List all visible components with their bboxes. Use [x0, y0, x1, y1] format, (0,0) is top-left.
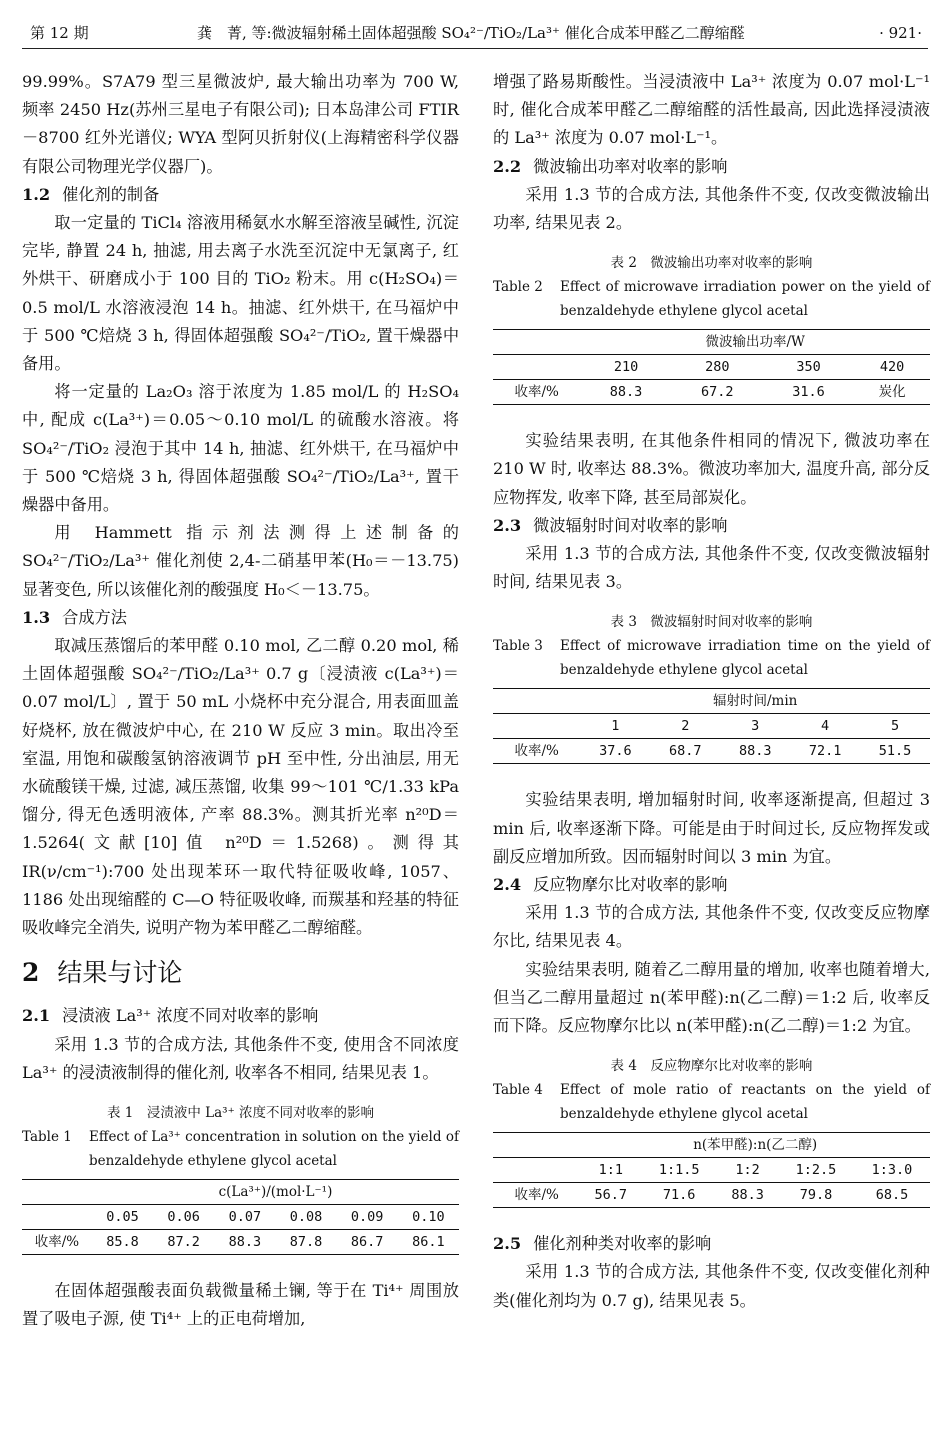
- paragraph: 采用 1.3 节的合成方法, 其他条件不变, 使用含不同浓度 La³⁺ 的浸渍液制得的催化剂, 收率各不相同, 结果见表 1。: [22, 1034, 459, 1082]
- right-column: [493, 68, 930, 1315]
- column-header: 420: [854, 355, 930, 380]
- column-header: 1: [580, 714, 650, 739]
- table-2: [493, 329, 930, 405]
- column-header: 1:2: [717, 1158, 778, 1183]
- table-4-caption: [493, 1054, 930, 1126]
- section-number: 2.5: [493, 1234, 522, 1254]
- paragraph: 取一定量的 TiCl₄ 溶液用稀氨水水解至溶液呈碱性, 沉淀完毕, 静置 24 h, 抽滤, 用去离子水洗至沉淀中无氯离子, 红外烘干、研磨成小于 100 目的 TiO₂ 粉末。用 c(H₂SO₄)＝0.5 mol/L 水溶液浸泡 14 h。抽滤、红外烘干, 在马福炉中于 500 ℃焙烧 3 h, 得固体超强酸 SO₄²⁻/TiO₂, 置干燥器中备用。: [22, 213, 459, 374]
- section-title: 催化剂种类对收率的影响: [533, 1234, 712, 1254]
- page-number: · 921·: [879, 24, 922, 42]
- section-number: 2.3: [493, 515, 522, 535]
- spacer: [493, 415, 930, 427]
- caption-en-text: Effect of microwave irradiation time on the yield of benzaldehyde ethylene glycol acetal: [560, 638, 930, 679]
- paragraph-continued: 增强了路易斯酸性。当浸渍液中 La³⁺ 浓度为 0.07 mol·L⁻¹ 时, 催化合成苯甲醛乙二醇缩醛的活性最高, 因此选择浸渍液的 La³⁺ 浓度为 0.07 mol·L⁻¹。: [493, 72, 930, 148]
- caption-en: [493, 1078, 930, 1126]
- column-header: 0.05: [92, 1204, 153, 1229]
- row-label: 收率/%: [493, 1183, 580, 1208]
- table-corner: [493, 355, 580, 380]
- section-number: 2: [22, 958, 40, 988]
- paragraph: 实验结果表明, 增加辐射时间, 收率逐渐提高, 但超过 3 min 后, 收率逐渐下降。可能是由于时间过长, 反应物挥发或副反应增加所致。因而辐射时间以 3 min 为宜。: [493, 790, 930, 866]
- caption-en-label: Table 1: [22, 1128, 72, 1145]
- section-title: 浸渍液 La³⁺ 浓度不同对收率的影响: [62, 1006, 319, 1026]
- column-header: 5: [860, 714, 930, 739]
- table-cell: 71.6: [641, 1183, 717, 1208]
- table-cell: 88.3: [214, 1229, 275, 1254]
- section-number: 1.3: [22, 607, 51, 627]
- paragraph: 在固体超强酸表面负载微量稀土镧, 等于在 Ti⁴⁺ 周围放置了吸电子源, 使 Ti⁴⁺ 上的正电荷增加,: [22, 1280, 459, 1329]
- column-header: 1:1.5: [641, 1158, 717, 1183]
- table-header: 辐射时间/min: [580, 689, 930, 714]
- section-title: 催化剂的制备: [62, 184, 160, 204]
- table-corner: [493, 1133, 580, 1158]
- section-number: 1.2: [22, 184, 51, 204]
- caption-en: [493, 275, 930, 323]
- running-header: [22, 18, 928, 49]
- table-cell: 88.3: [717, 1183, 778, 1208]
- table-corner: [493, 714, 580, 739]
- column-header: 1:3.0: [854, 1158, 930, 1183]
- caption-en-text: Effect of La³⁺ concentration in solution on the yield of benzaldehyde ethylene glycol acetal: [89, 1128, 459, 1169]
- caption-en: [22, 1125, 459, 1173]
- caption-en-text: Effect of microwave irradiation power on the yield of benzaldehyde ethylene glycol acetal: [560, 279, 930, 320]
- row-label: 收率/%: [493, 380, 580, 405]
- table-cell: 51.5: [860, 739, 930, 764]
- section-heading-2: [22, 950, 459, 996]
- column-header: 4: [790, 714, 860, 739]
- table-cell: 67.2: [672, 380, 763, 405]
- section-heading-2-5: [493, 1230, 930, 1258]
- table-corner: [493, 1158, 580, 1183]
- column-header: 0.06: [153, 1204, 214, 1229]
- table-cell: 68.5: [854, 1183, 930, 1208]
- table-cell: 炭化: [854, 380, 930, 405]
- column-header: 0.09: [337, 1204, 398, 1229]
- paragraph: 用 Hammett 指示剂法测得上述制备的 SO₄²⁻/TiO₂/La³⁺ 催化剂使 2,4-二硝基甲苯(H₀＝－13.75)显著变色, 所以该催化剂的酸强度 H₀＜－13.75。: [22, 523, 459, 599]
- caption-en-label: Table 3: [493, 638, 543, 655]
- spacer: [493, 1218, 930, 1230]
- table-cell: 79.8: [778, 1183, 854, 1208]
- section-number: 2.4: [493, 875, 522, 895]
- column-header: 210: [580, 355, 671, 380]
- table-cell: 31.6: [763, 380, 854, 405]
- paragraph: 采用 1.3 节的合成方法, 其他条件不变, 仅改变微波输出功率, 结果见表 2。: [493, 184, 930, 233]
- table-4: [493, 1132, 930, 1208]
- table-cell: 87.8: [275, 1229, 336, 1254]
- section-title: 结果与讨论: [57, 958, 183, 988]
- caption-en-label: Table 4: [493, 1082, 543, 1099]
- section-heading-2-2: [493, 153, 930, 181]
- caption-en-label: Table 2: [493, 279, 543, 296]
- paragraph: 采用 1.3 节的合成方法, 其他条件不变, 仅改变微波辐射时间, 结果见表 3。: [493, 544, 930, 592]
- paragraph: 采用 1.3 节的合成方法, 其他条件不变, 仅改变催化剂种类(催化剂均为 0.7 g), 结果见表 5。: [493, 1262, 930, 1310]
- table-header: n(苯甲醛):n(乙二醇): [580, 1133, 930, 1158]
- left-column: [22, 68, 459, 1333]
- table-cell: 85.8: [92, 1229, 153, 1254]
- section-heading-1-2: [22, 181, 459, 209]
- table-2-caption: [493, 251, 930, 323]
- table-cell: 88.3: [580, 380, 671, 405]
- table-corner: [493, 689, 580, 714]
- issue-number: 第 12 期: [30, 24, 89, 42]
- table-cell: 68.7: [650, 739, 720, 764]
- column-header: 1:1: [580, 1158, 641, 1183]
- table-row: [493, 1183, 930, 1208]
- table-cell: 86.1: [398, 1229, 459, 1254]
- paragraph: 将一定量的 La₂O₃ 溶于浓度为 1.85 mol/L 的 H₂SO₄ 中, 配成 c(La³⁺)＝0.05～0.10 mol/L 的硫酸水溶液。将 SO₄²⁻/TiO₂ 浸泡于其中 14 h, 抽滤、红外烘干, 在马福炉中于 500 ℃焙烧 3 h, 得固体超强酸 SO₄²⁻/TiO₂/La³⁺, 置干燥器中备用。: [22, 382, 459, 515]
- column-header: 0.07: [214, 1204, 275, 1229]
- paragraph: 实验结果表明, 随着乙二醇用量的增加, 收率也随着增大, 但当乙二醇用量超过 n(苯甲醛):n(乙二醇)＝1:2 后, 收率反而下降。反应物摩尔比以 n(苯甲醛):n(乙二醇)＝1:2 为宜。: [493, 959, 930, 1036]
- table-cell: 72.1: [790, 739, 860, 764]
- table-cell: 87.2: [153, 1229, 214, 1254]
- column-header: 3: [720, 714, 790, 739]
- section-heading-2-4: [493, 871, 930, 899]
- caption-en-text: Effect of mole ratio of reactants on the yield of benzaldehyde ethylene glycol acetal: [560, 1082, 930, 1123]
- caption-zh: 表 4 反应物摩尔比对收率的影响: [610, 1058, 813, 1075]
- caption-en: [493, 634, 930, 682]
- section-number: 2.1: [22, 1006, 51, 1026]
- section-heading-2-3: [493, 512, 930, 540]
- table-header: 微波输出功率/W: [580, 330, 930, 355]
- section-title: 反应物摩尔比对收率的影响: [533, 875, 728, 895]
- spacer: [22, 1265, 459, 1277]
- table-1: [22, 1179, 459, 1255]
- column-header: 280: [672, 355, 763, 380]
- table-row: [493, 739, 930, 764]
- section-title: 合成方法: [62, 607, 127, 627]
- section-title: 微波输出功率对收率的影响: [533, 156, 728, 176]
- section-heading-1-3: [22, 604, 459, 632]
- table-cell: 88.3: [720, 739, 790, 764]
- table-header: c(La³⁺)/(mol·L⁻¹): [92, 1179, 459, 1204]
- running-title: 龚 菁, 等:微波辐射稀土固体超强酸 SO₄²⁻/TiO₂/La³⁺ 催化合成苯甲醛乙二醇缩醛: [197, 24, 745, 42]
- table-corner: [493, 330, 580, 355]
- column-header: 350: [763, 355, 854, 380]
- paragraph: 采用 1.3 节的合成方法, 其他条件不变, 仅改变反应物摩尔比, 结果见表 4。: [493, 903, 930, 951]
- row-label: 收率/%: [493, 739, 580, 764]
- table-1-caption: [22, 1101, 459, 1173]
- table-cell: 37.6: [580, 739, 650, 764]
- table-cell: 56.7: [580, 1183, 641, 1208]
- paragraph: 取减压蒸馏后的苯甲醛 0.10 mol, 乙二醇 0.20 mol, 稀土固体超强酸 SO₄²⁻/TiO₂/La³⁺ 0.7 g〔浸渍液 c(La³⁺)＝0.07 mol/L〕, 置于 50 mL 小烧杯中充分混合, 用表面皿盖好烧杯, 放在微波炉中心, 在 210 W 反应 3 min。取出冷至室温, 用饱和碳酸氢钠溶液调节 pH 至中性, 分出油层, 用无水硫酸镁干燥, 过滤, 减压蒸馏, 收集 99～101 ℃/1.33 kPa 馏分, 得无色透明液体, 产率 88.3%。测其折光率 n²⁰D＝1.5264(文献[10]值 n²⁰D＝1.5268)。测得其 IR(ν/cm⁻¹):700 处出现苯环一取代特征吸收峰, 1057、1186 处出现缩醛的 C—O 特征吸收峰, 而羰基和羟基的特征吸收峰完全消失, 说明产物为苯甲醛乙二醇缩醛。: [22, 636, 459, 938]
- caption-zh: 表 1 浸渍液中 La³⁺ 浓度不同对收率的影响: [106, 1104, 374, 1121]
- table-3: [493, 688, 930, 764]
- column-header: 1:2.5: [778, 1158, 854, 1183]
- table-row: [493, 380, 930, 405]
- table-3-caption: [493, 610, 930, 682]
- table-row: [22, 1229, 459, 1254]
- section-title: 微波辐射时间对收率的影响: [533, 515, 728, 535]
- spacer: [493, 774, 930, 786]
- row-label: 收率/%: [22, 1229, 92, 1254]
- caption-zh: 表 3 微波辐射时间对收率的影响: [610, 614, 813, 631]
- table-corner: [22, 1204, 92, 1229]
- table-corner: [22, 1179, 92, 1204]
- paragraph-intro: 99.99%。S7A79 型三星微波炉, 最大输出功率为 700 W, 频率 2450 Hz(苏州三星电子有限公司); 日本岛津公司 FTIR－8700 红外光谱仪; WYA 型阿贝折射仪(上海精密科学仪器有限公司物理光学仪器厂)。: [22, 72, 459, 176]
- paragraph: 实验结果表明, 在其他条件相同的情况下, 微波功率在 210 W 时, 收率达 88.3%。微波功率加大, 温度升高, 部分反应物挥发, 收率下降, 甚至局部炭化。: [493, 431, 930, 507]
- table-cell: 86.7: [337, 1229, 398, 1254]
- column-header: 0.08: [275, 1204, 336, 1229]
- section-number: 2.2: [493, 156, 522, 176]
- section-heading-2-1: [22, 1002, 459, 1030]
- caption-zh: 表 2 微波输出功率对收率的影响: [610, 255, 813, 272]
- column-header: 2: [650, 714, 720, 739]
- column-header: 0.10: [398, 1204, 459, 1229]
